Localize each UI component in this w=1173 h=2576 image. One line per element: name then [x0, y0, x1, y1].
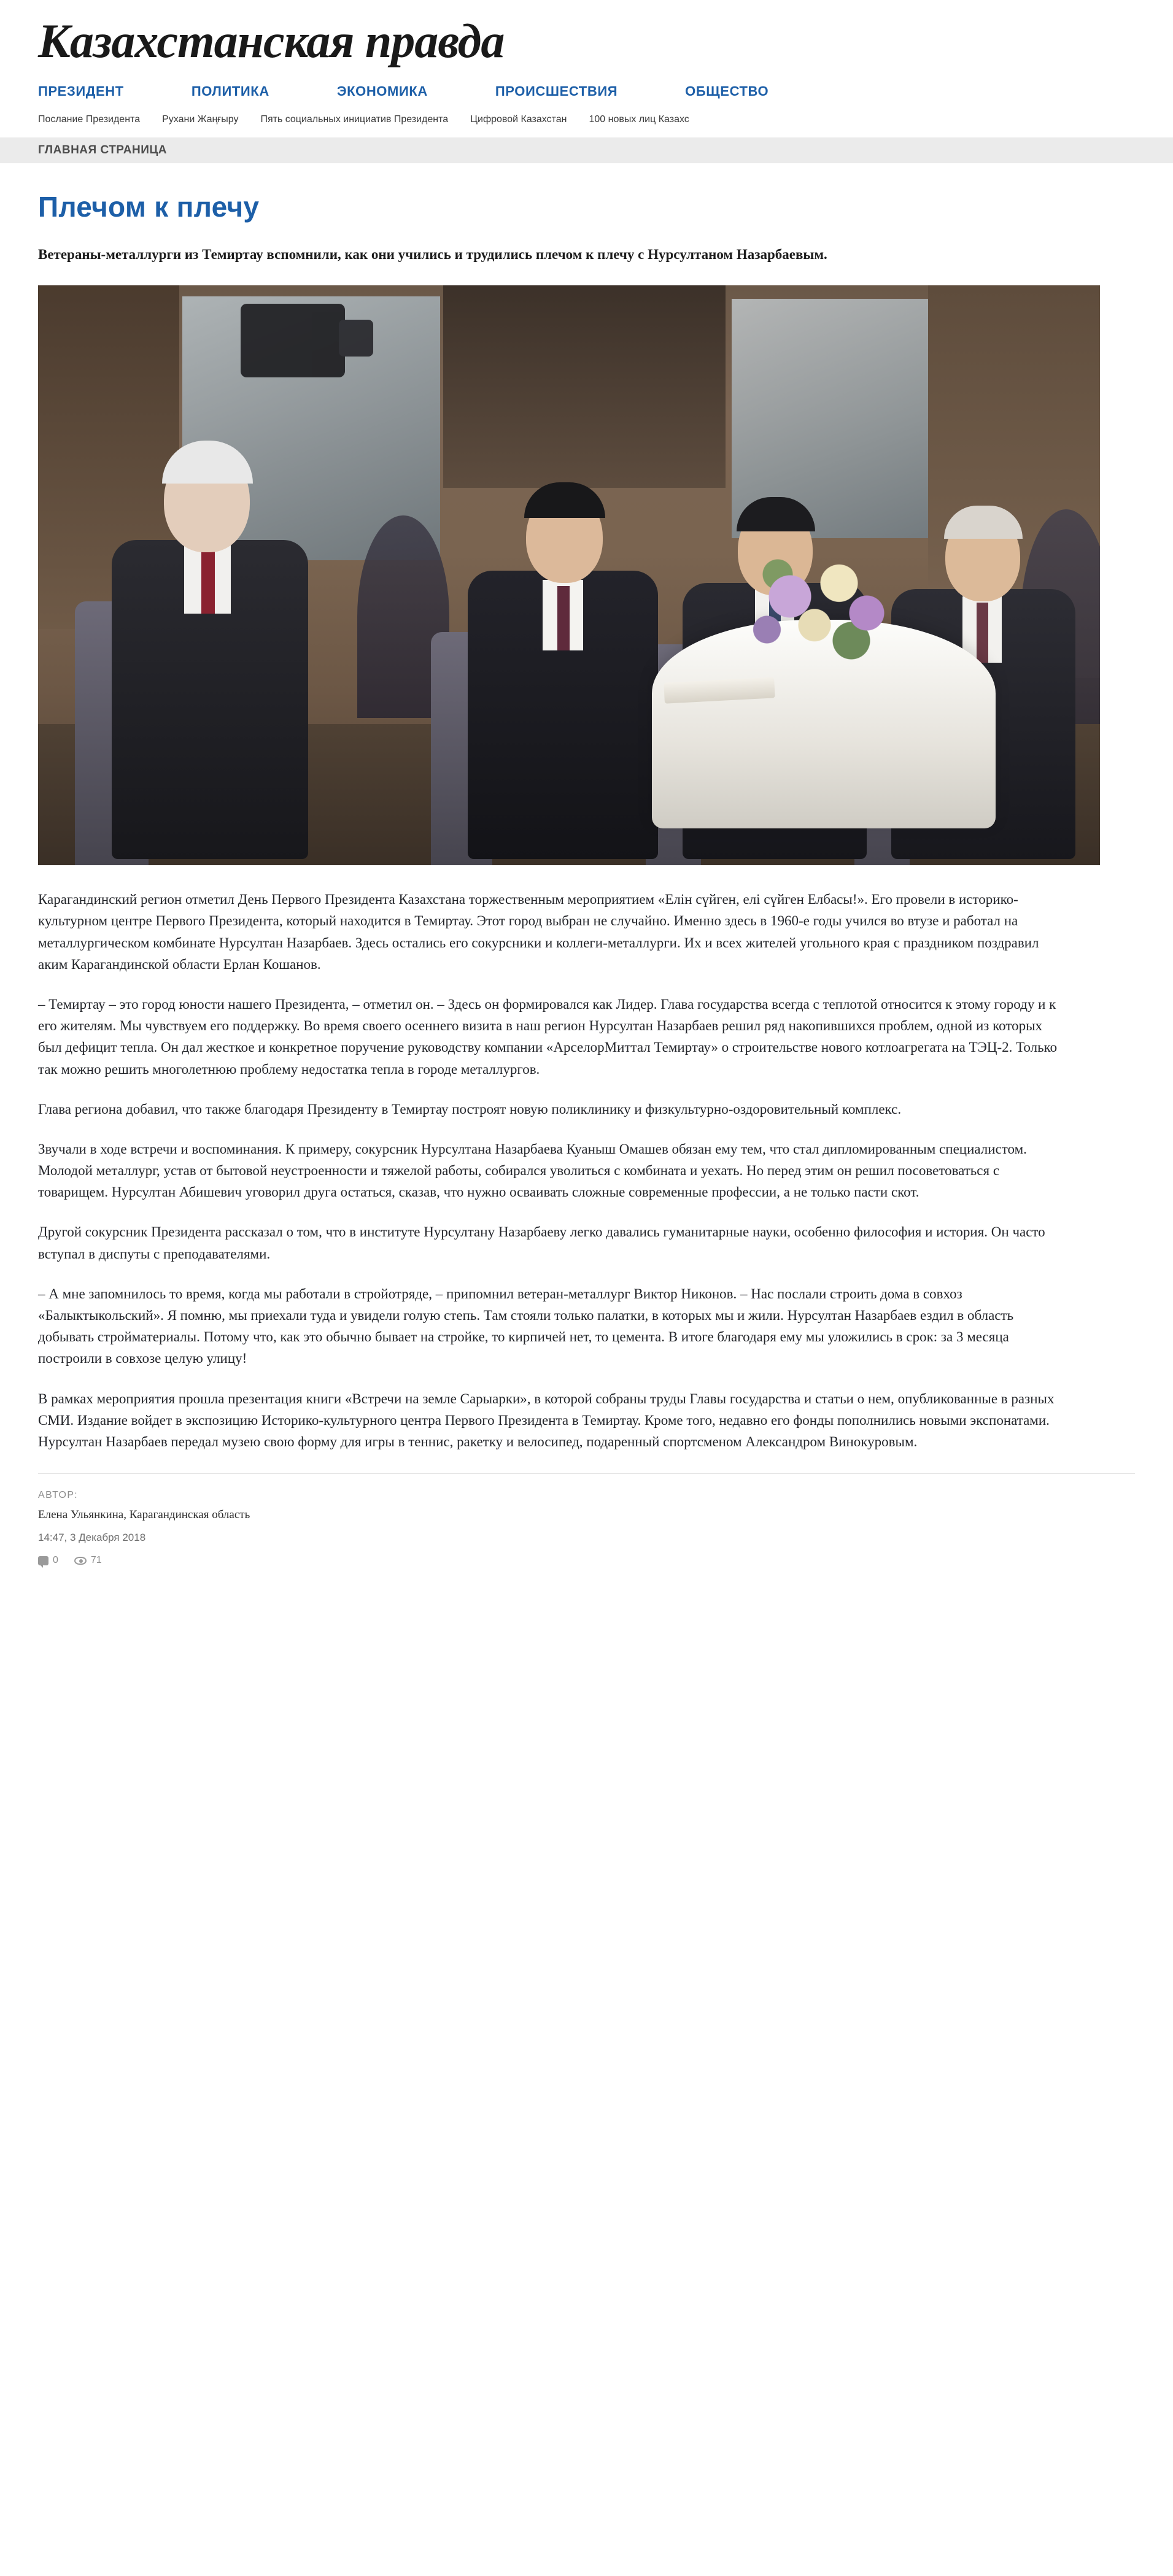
article-meta	[38, 1473, 1135, 1582]
breadcrumb-home-link[interactable]: ГЛАВНАЯ СТРАНИЦА	[38, 143, 168, 156]
photo-person-2	[468, 466, 658, 859]
article-photo	[38, 285, 1100, 865]
subnav-item-ruhani-zhangyru[interactable]: Рухани Жаңғыру	[162, 114, 239, 125]
flower-bouquet-shape	[744, 552, 897, 663]
site-masthead	[0, 0, 1173, 70]
author-name[interactable]: Елена Ульянкина, Карагандинская область	[38, 1508, 250, 1522]
photo-person-1	[106, 430, 308, 859]
photo-illustration	[38, 285, 1100, 865]
nav-item-incidents[interactable]: ПРОИСШЕСТВИЯ	[495, 83, 618, 99]
camera-shape	[241, 304, 345, 377]
subnav-item-pyat-socialnyh-iniciativ[interactable]: Пять социальных инициатив Президента	[260, 114, 449, 125]
main-navigation	[0, 70, 1173, 99]
article-paragraph: Карагандинский регион отметил День Первого Президента Казахстана торжественным мероприятием «Елін сүйген, елі сүйген Елбасы!». Его провели в историко-культурном центре Первого Президента, который находится в Темиртау. Этот город выбран не случайно. Именно здесь в 1960-е годы учился во втузе и работал на металлургическом комбинате Нурсултан Назарбаев. Здесь остались его сокурсники и коллеги-металлурги. Их и всех жителей угольного края с праздником поздравил аким Карагандинской области Ерлан Кошанов.	[38, 892, 1039, 972]
secondary-navigation	[0, 99, 1173, 125]
nav-item-president[interactable]: ПРЕЗИДЕНТ	[38, 83, 124, 99]
article-paragraph: – Темиртау – это город юности нашего Президента, – отметил он. – Здесь он формировался как Лидер. Глава государства всегда с теплотой относится к этому городу и к его жителям. Мы чувствуем его поддержку. Во время своего осеннего визита в наш регион Нурсултан Назарбаев решил ряд накопившихся проблем, одной из которых был дефицит тепла. Он дал жесткое и конкретное поручение руководству компании «АрселорМиттал Темиртау» о строительстве нового котлоагрегата на ТЭЦ-2. Только так можно решить многолетнюю проблему недостатка тепла в городе металлургов.	[38, 996, 1058, 1077]
article-body	[38, 889, 1061, 1452]
article-paragraph: Глава региона добавил, что также благодаря Президенту в Темиртау построят новую поликлинику и физкультурно-оздоровительный комплекс.	[38, 1101, 902, 1117]
comments-count: 0	[53, 1555, 58, 1566]
article-paragraph: Другой сокурсник Президента рассказал о том, что в институте Нурсултану Назарбаеву легко давались гуманитарные науки, особенно философия и история. Он часто вступал в диспуты с преподавателями.	[38, 1224, 1045, 1262]
comment-icon	[38, 1556, 48, 1565]
author-label: АВТОР:	[38, 1490, 78, 1501]
nav-item-society[interactable]: ОБЩЕСТВО	[685, 83, 769, 99]
breadcrumb	[0, 137, 1173, 163]
article-lead: Ветераны-металлурги из Темиртау вспомнили, как они учились и трудились плечом к плечу с Нурсултаном Назарбаевым.	[38, 246, 827, 262]
comments-stat[interactable]	[38, 1555, 58, 1566]
views-count: 71	[90, 1555, 102, 1566]
nav-item-politics[interactable]: ПОЛИТИКА	[191, 83, 269, 99]
subnav-item-100-novyh-lic[interactable]: 100 новых лиц Казахс	[589, 114, 689, 125]
views-stat	[74, 1555, 102, 1566]
article-paragraph: Звучали в ходе встречи и воспоминания. К примеру, сокурсник Нурсултана Назарбаева Куаныш Омашев обязан ему тем, что стал дипломированным специалистом. Молодой металлург, устав от бытовой неустроенности и тяжелой работы, собирался уволиться с комбината и уехать. Но перед этим он решил посоветоваться с товарищем. Нурсултан Абишевич уговорил друга остаться, сказав, что нужно осваивать сложные современные профессии, а не только пасти скот.	[38, 1141, 1027, 1200]
eye-icon	[74, 1557, 87, 1565]
subnav-item-cifrovoy-kazahstan[interactable]: Цифровой Казахстан	[470, 114, 567, 125]
article-stats	[38, 1555, 1135, 1582]
publish-date: 14:47, 3 Декабря 2018	[38, 1532, 146, 1544]
site-logo[interactable]: Казахстанская правда	[38, 14, 505, 67]
nav-item-economics[interactable]: ЭКОНОМИКА	[336, 83, 428, 99]
subnav-item-poslanie-prezidenta[interactable]: Послание Президента	[38, 114, 141, 125]
article-paragraph: В рамках мероприятия прошла презентация книги «Встречи на земле Сарыарки», в которой собраны труды Главы государства и статьи о нем, опубликованные в разных СМИ. Издание войдет в экспозицию Историко-культурного центра Первого Президента в Темиртау. Кроме того, недавно его фонды пополнились новыми экспонатами. Нурсултан Назарбаев передал музею свою форму для игры в теннис, ракетку и велосипед, подаренный спортсменом Александром Винокуровым.	[38, 1390, 1055, 1449]
article-paragraph: – А мне запомнилось то время, когда мы работали в стройотряде, – припомнил ветеран-металлург Виктор Никонов. – Нас послали строить дома в совхоз «Балыктыкольский». Я помню, мы приехали туда и увидели голую степь. Там стояли только палатки, в которых мы и жили. Нурсултан Назарбаев ездил в область добывать стройматериалы. Потому что, как это обычно бывает на стройке, то кирпичей нет, то цемента. В итоге благодаря ему мы уложились в срок: за 3 месяца построили в совхозе целую улицу!	[38, 1286, 1014, 1367]
page-title: Плечом к плечу	[38, 190, 260, 223]
article	[0, 163, 1099, 1452]
